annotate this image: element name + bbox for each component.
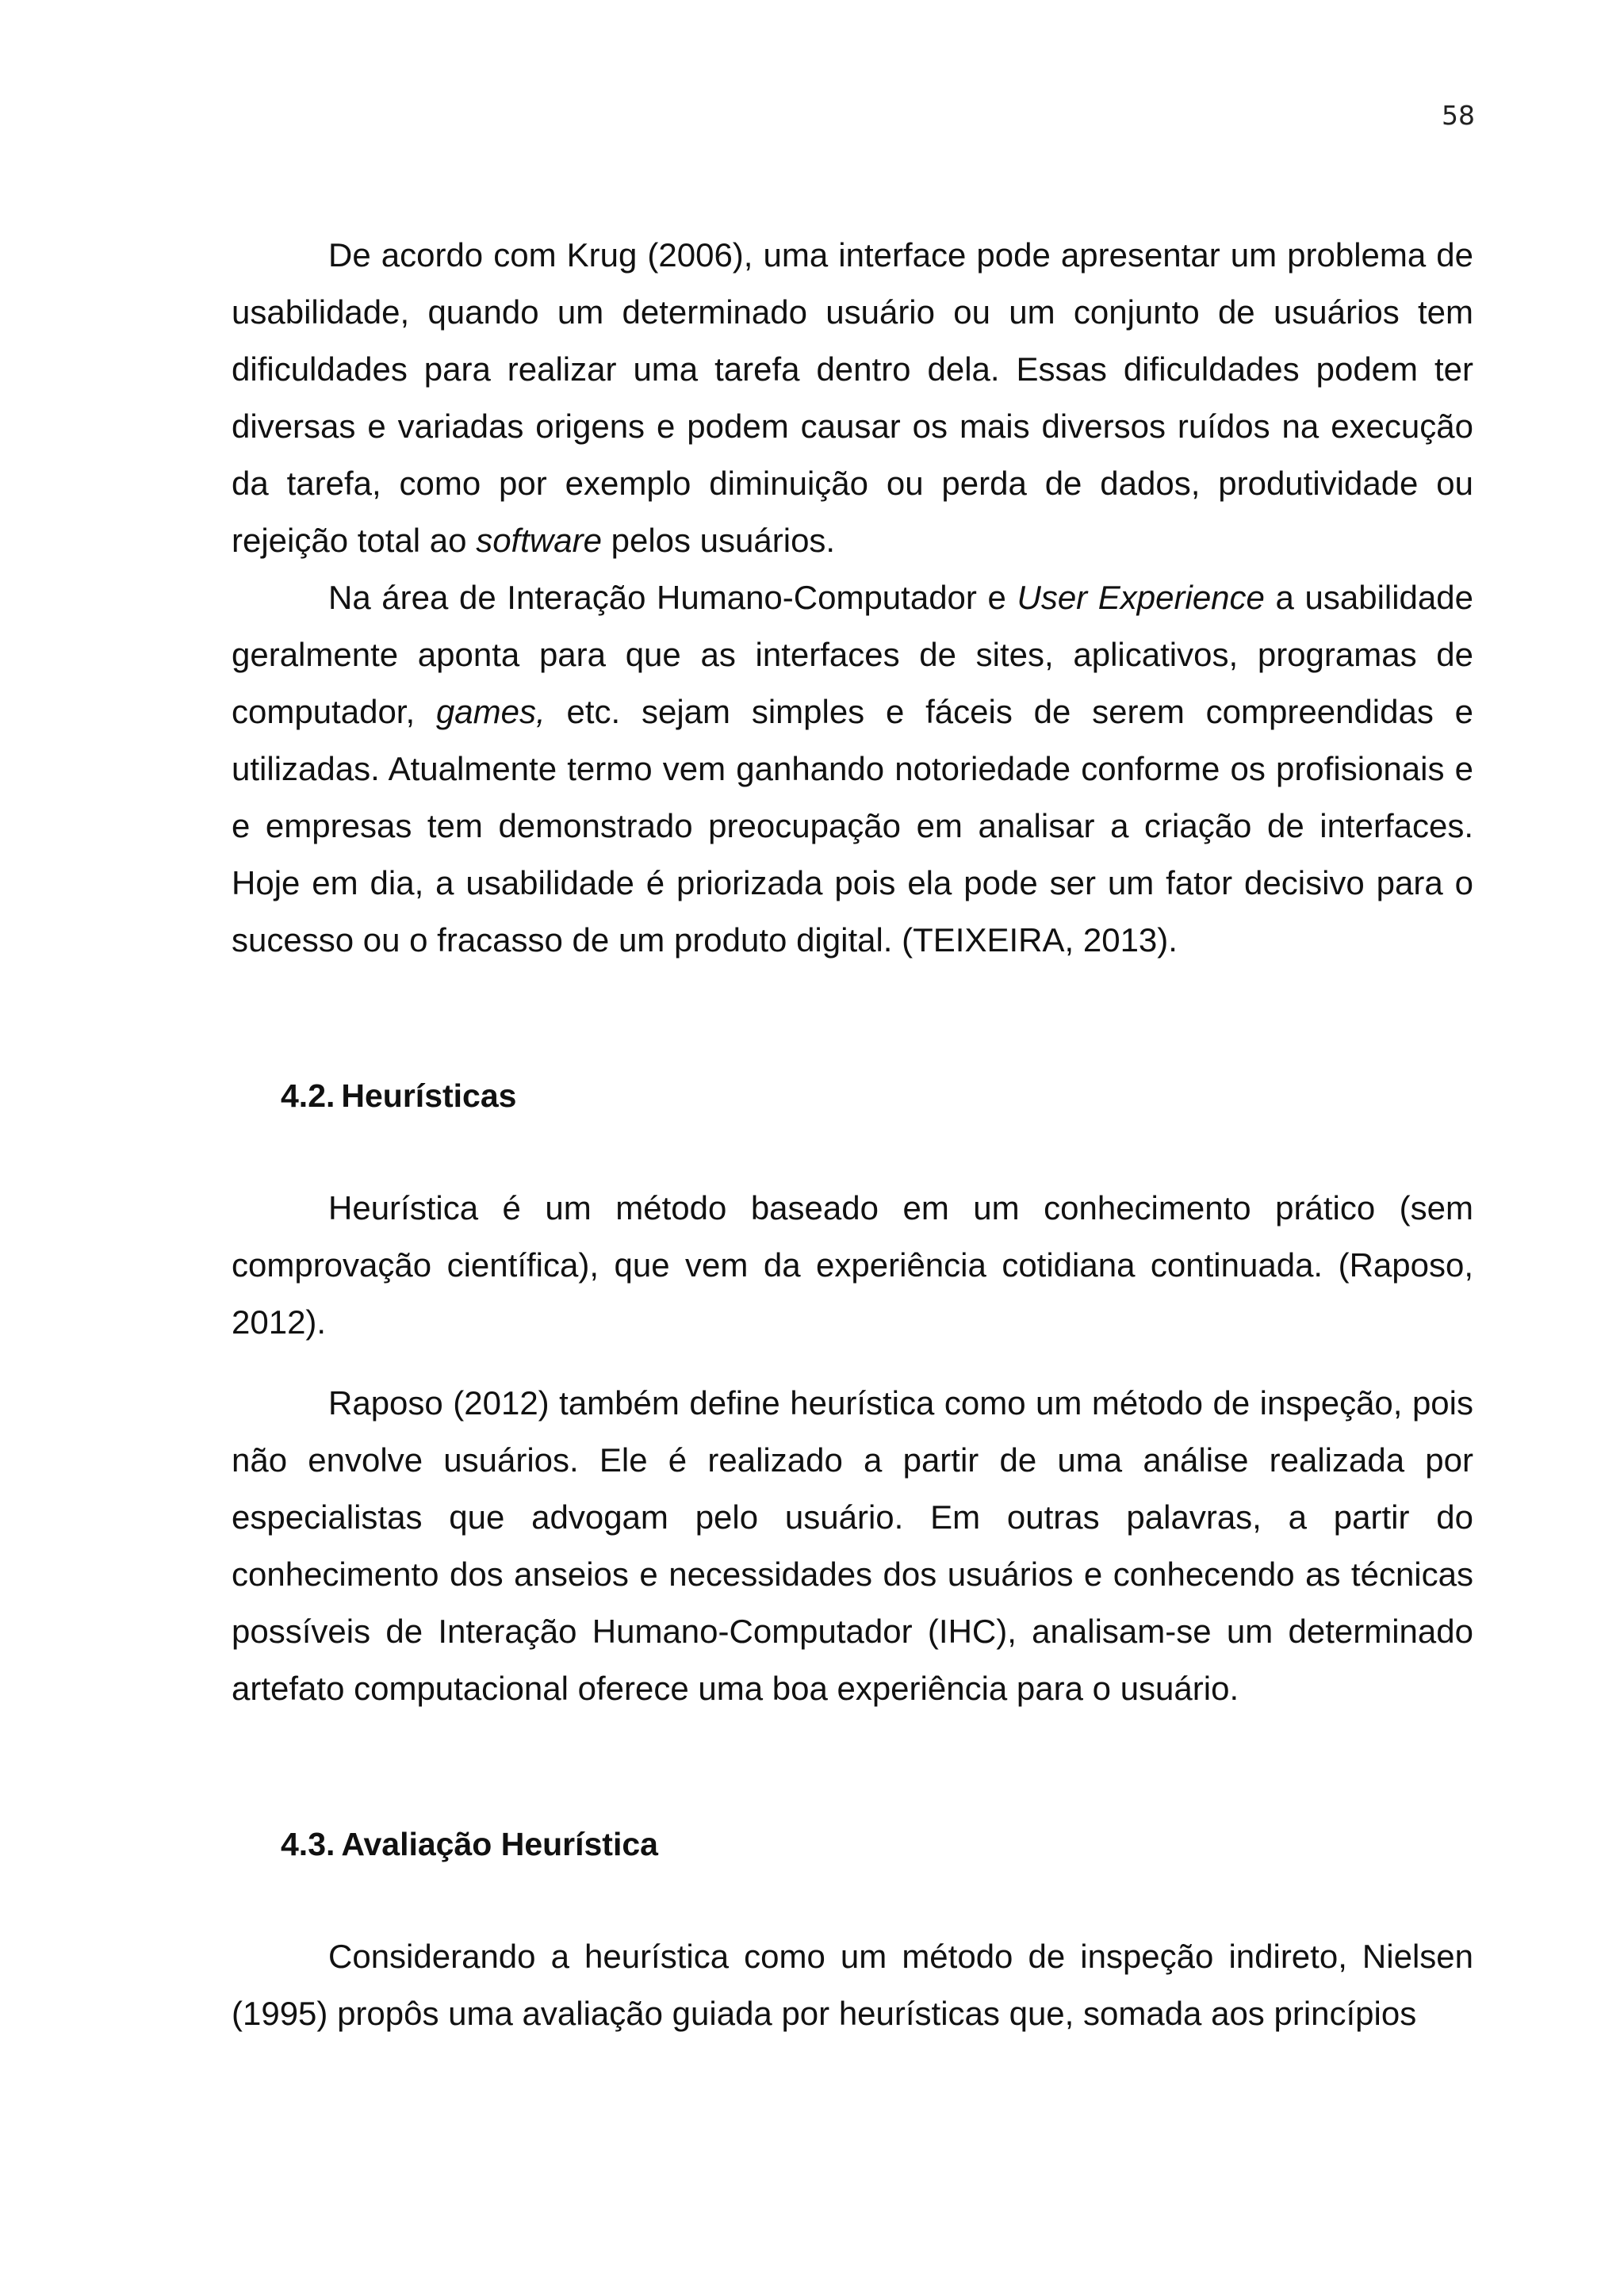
heading-spacer [232, 1868, 1473, 1928]
paragraph-text: etc. sejam simples e fáceis de serem compreendidas e utilizadas. Atualmente termo vem ganhando notoriedade conforme os profisionais e e empresas tem demonstrado preocupação em analisar a criação de interfaces. Hoje em dia, a usabilidade é priorizada pois ela pode ser um fator decisivo para o sucesso ou o fracasso de um produto digital. (TEIXEIRA, 2013). [232, 693, 1473, 959]
paragraph-text: Na área de Interação Humano-Computador e [328, 579, 1017, 616]
section-title: Heurísticas [341, 1077, 517, 1114]
paragraph-text: De acordo com Krug (2006), uma interface pode apresentar um problema de usabilidade, quando um determinado usuário ou um conjunto de usuários tem dificuldades para realizar uma tarefa dentro dela. Essas dificuldades podem ter diversas e variadas origens e podem causar os mais diversos ruídos na execução da tarefa, como por exemplo diminuição ou perda de dados, produtividade ou rejeição total ao [232, 236, 1473, 559]
section-heading-heuristicas [281, 1072, 1473, 1119]
section-spacer [232, 1717, 1473, 1820]
paragraph-text: pelos usuários. [601, 522, 836, 559]
section-number: 4.2. [281, 1077, 335, 1114]
section-heading-avaliacao [281, 1820, 1473, 1868]
italic-term: User Experience [1017, 579, 1265, 616]
paragraph-raposo: Raposo (2012) também define heurística como um método de inspeção, pois não envolve usuários. Ele é realizado a partir de uma análise realizada por especialistas que advogam pelo usuário. Em outras palavras, a partir do conhecimento dos anseios e necessidades dos usuários e conhecendo as técnicas possíveis de Interação Humano-Computador (IHC), analisam-se um determinado artefato computacional oferece uma boa experiência para o usuário. [232, 1384, 1473, 1707]
section-title: Avaliação Heurística [341, 1826, 658, 1862]
paragraph-spacer [232, 1351, 1473, 1375]
paragraph-ihc-ux [232, 569, 1473, 969]
section-number: 4.3. [281, 1826, 335, 1862]
document-body [232, 227, 1473, 2042]
paragraph-krug [232, 227, 1473, 569]
page-number: 58 [1442, 100, 1475, 131]
paragraph-heuristica-definition: Heurística é um método baseado em um conhecimento prático (sem comprovação científica), que vem da experiência cotidiana continuada. (Raposo, 2012). [232, 1189, 1473, 1341]
italic-term: games, [435, 693, 546, 730]
heading-spacer [232, 1119, 1473, 1180]
paragraph-text: a usabilidade geralmente aponta para que as interfaces de sites, aplicativos, programas de computador, [232, 579, 1473, 730]
section-spacer [232, 969, 1473, 1072]
italic-term: software [476, 522, 602, 559]
paragraph-nielsen: Considerando a heurística como um método de inspeção indireto, Nielsen (1995) propôs uma avaliação guiada por heurísticas que, somada aos princípios [232, 1938, 1473, 2032]
